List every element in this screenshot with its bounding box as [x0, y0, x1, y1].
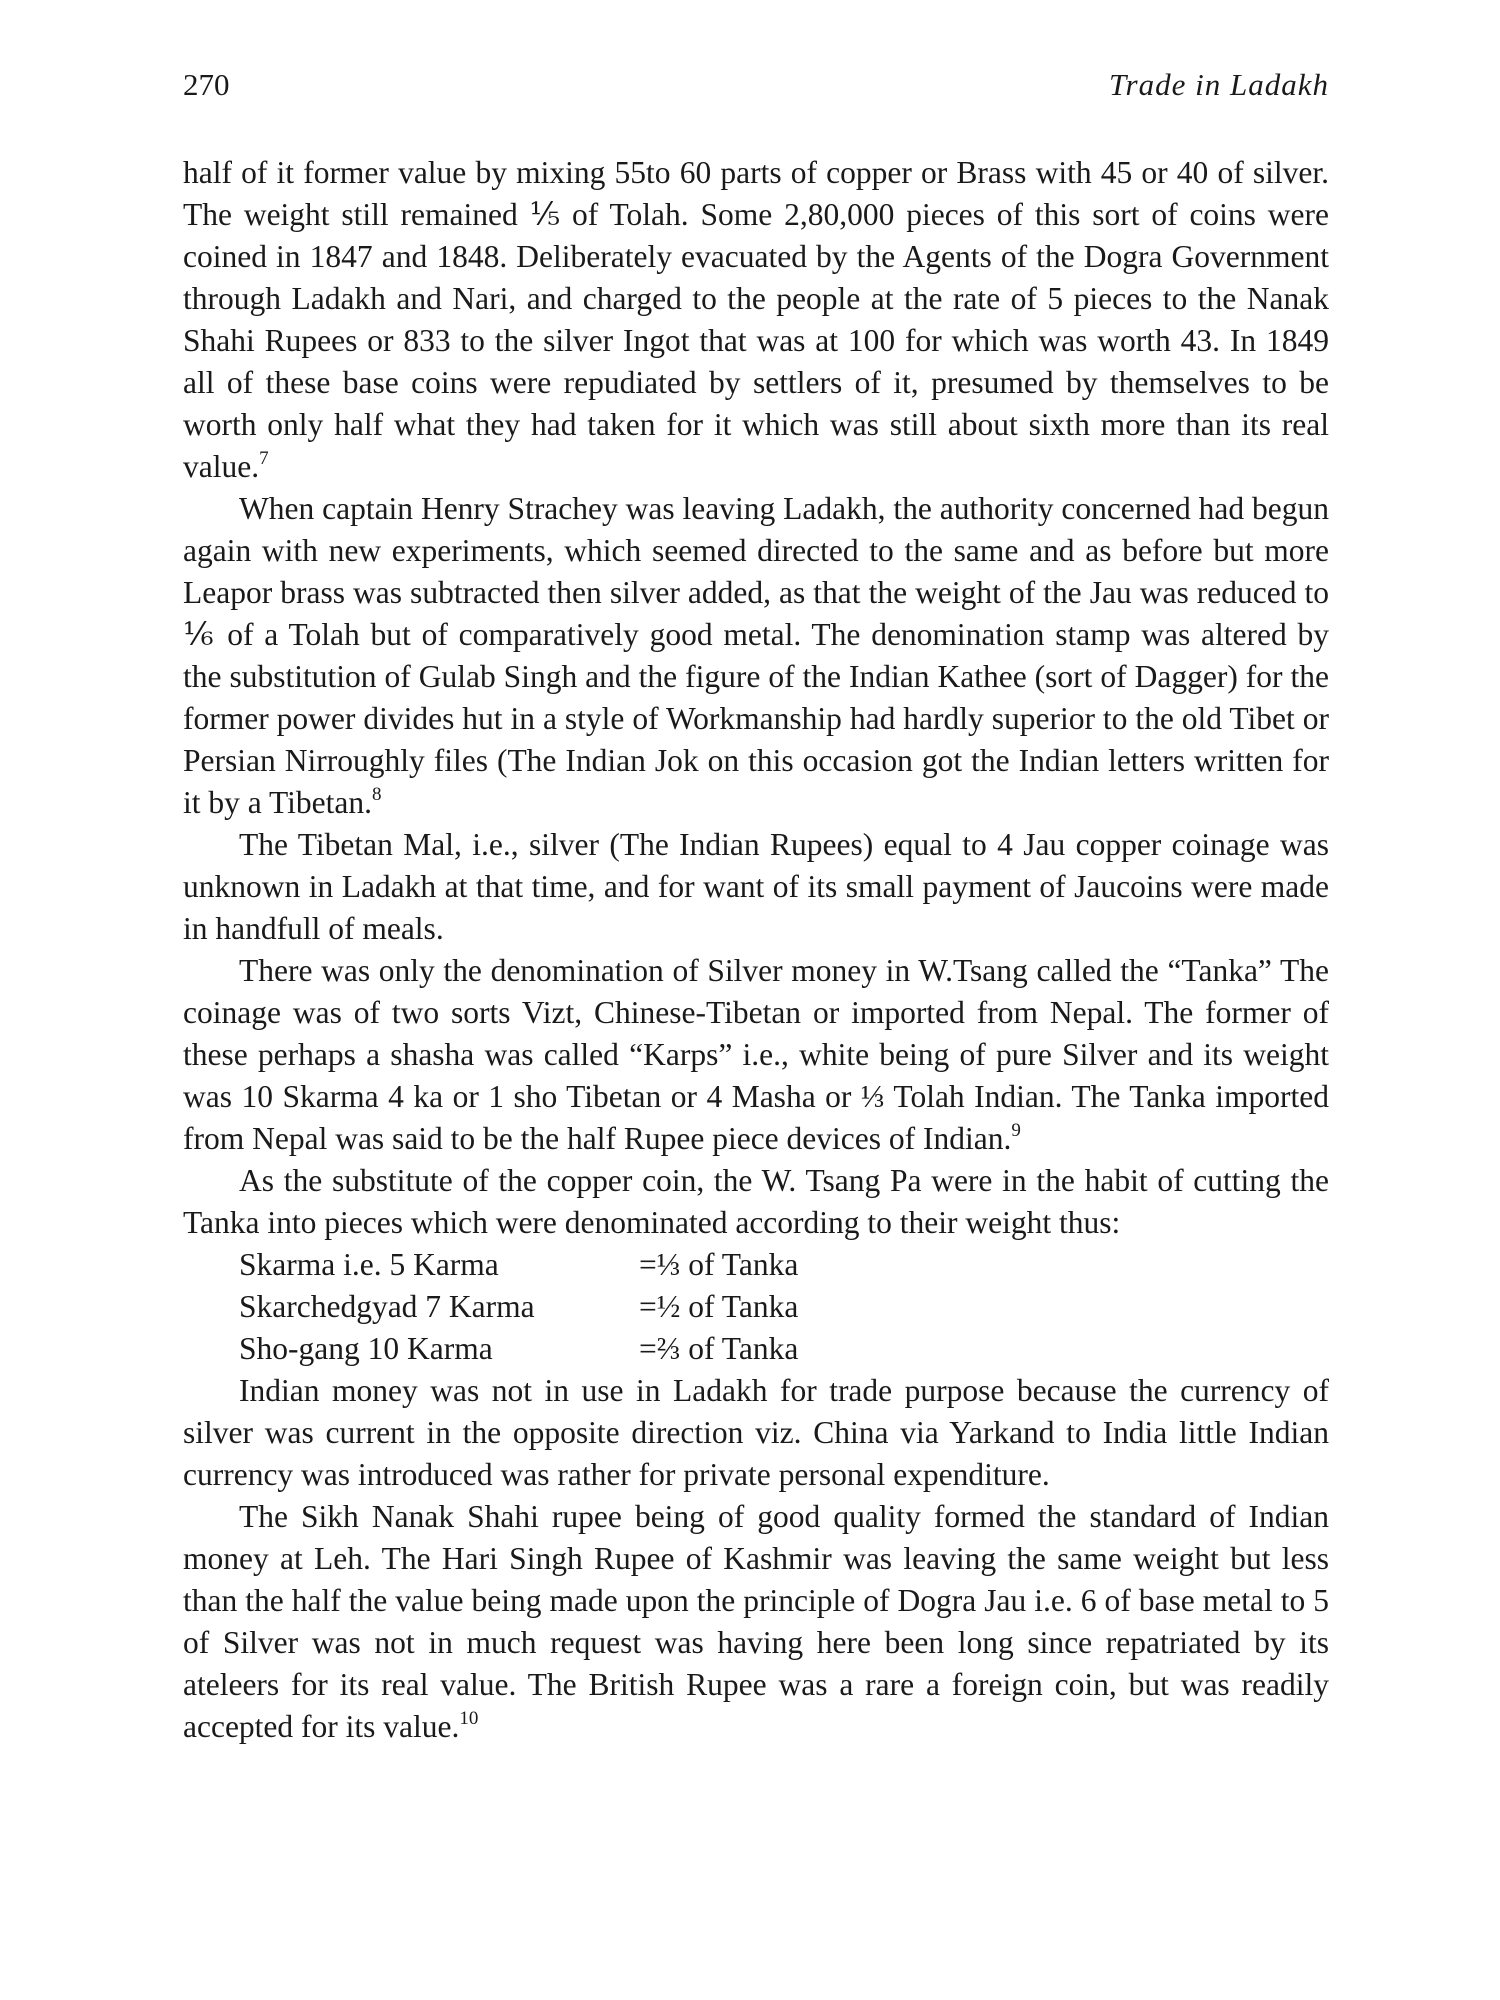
paragraph	[183, 152, 1329, 488]
running-head	[183, 60, 1329, 110]
paragraph-text: When captain Henry Strachey was leaving Ladakh, the authority concerned had begun again with new experiments, which seemed directed to the same and as before but more Leapor brass was subtracted then silver added, as that the weight of the Jau was reduced to ⅙ of a Tolah but of comparatively good metal. The denomination stamp was altered by the substitution of Gulab Singh and the figure of the Indian Kathee (sort of Dagger) for the former power divides hut in a style of Workmanship had hardly superior to the old Tibet or Persian Nirroughly files (The Indian Jok on this occasion got the Indian letters written for it by a Tibetan.	[183, 491, 1329, 820]
paragraph	[183, 824, 1329, 950]
weight-value: =⅓ of Tanka	[639, 1247, 799, 1282]
footnote-ref: 8	[372, 783, 382, 805]
paragraph-text: There was only the denomination of Silver money in W.Tsang called the “Tanka” The coinage was of two sorts Vizt, Chinese-Tibetan or imported from Nepal. The former of these perhaps a shasha was called “Karps” i.e., white being of pure Silver and its weight was 10 Skarma 4 ka or 1 sho Tibetan or 4 Masha or ⅓ Tolah Indian. The Tanka imported from Nepal was said to be the half Rupee piece devices of Indian.	[183, 953, 1329, 1156]
paragraph	[183, 1496, 1329, 1748]
weight-table-row	[239, 1328, 1329, 1370]
weight-table	[183, 1244, 1329, 1370]
paragraph-text: The Sikh Nanak Shahi rupee being of good quality formed the standard of Indian money at Leh. The Hari Singh Rupee of Kashmir was leaving the same weight but less than the half the value being made upon the principle of Dogra Jau i.e. 6 of base metal to 5 of Silver was not in much request was having here been long since repatriated by its ateleers for its real value. The British Rupee was a rare a foreign coin, but was readily accepted for its value.	[183, 1499, 1329, 1744]
book-page	[183, 60, 1329, 1748]
footnote-ref: 9	[1011, 1119, 1021, 1141]
paragraph	[183, 950, 1329, 1160]
body-text	[183, 152, 1329, 1748]
page-number: 270	[183, 67, 230, 102]
paragraph-text: The Tibetan Mal, i.e., silver (The Indian Rupees) equal to 4 Jau copper coinage was unknown in Ladakh at that time, and for want of its small payment of Jaucoins were made in handfull of meals.	[183, 827, 1329, 946]
paragraph	[183, 1160, 1329, 1244]
footnote-ref: 7	[259, 447, 269, 469]
footnote-ref: 10	[459, 1707, 479, 1729]
paragraph-text: As the substitute of the copper coin, the W. Tsang Pa were in the habit of cutting the Tanka into pieces which were denominated according to their weight thus:	[183, 1163, 1329, 1240]
weight-table-row	[239, 1244, 1329, 1286]
paragraph	[183, 488, 1329, 824]
weight-table-row	[239, 1286, 1329, 1328]
paragraph	[183, 1370, 1329, 1496]
paragraph-text: Indian money was not in use in Ladakh for trade purpose because the currency of silver was current in the opposite direction viz. China via Yarkand to India little Indian currency was introduced was rather for private personal expenditure.	[183, 1373, 1329, 1492]
weight-name: Skarchedgyad 7 Karma	[239, 1289, 535, 1324]
weight-value: =½ of Tanka	[639, 1289, 799, 1324]
weight-name: Sho-gang 10 Karma	[239, 1331, 493, 1366]
weight-value: =⅔ of Tanka	[639, 1331, 799, 1366]
paragraph-text: half of it former value by mixing 55to 60 parts of copper or Brass with 45 or 40 of silver. The weight still remained ⅕ of Tolah. Some 2,80,000 pieces of this sort of coins were coined in 1847 and 1848. Deliberately evacuated by the Agents of the Dogra Government through Ladakh and Nari, and charged to the people at the rate of 5 pieces to the Nanak Shahi Rupees or 833 to the silver Ingot that was at 100 for which was worth 43. In 1849 all of these base coins were repudiated by settlers of it, presumed by themselves to be worth only half what they had taken for it which was still about sixth more than its real value.	[183, 155, 1329, 484]
weight-name: Skarma i.e. 5 Karma	[239, 1247, 499, 1282]
running-title: Trade in Ladakh	[1109, 67, 1329, 102]
